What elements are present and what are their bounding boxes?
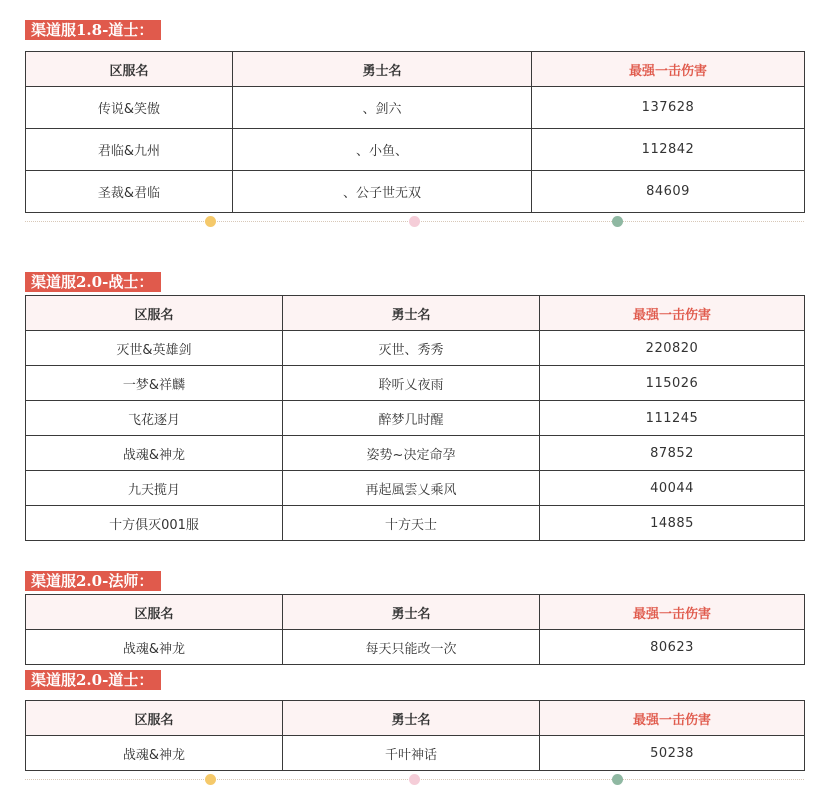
cell-server: 战魂&神龙 <box>26 436 283 471</box>
yellow-dot-icon <box>205 774 216 785</box>
pink-dot-icon <box>409 216 420 227</box>
table-row <box>26 436 805 471</box>
cell-damage: 80623 <box>540 630 805 665</box>
cell-server: 一梦&祥麟 <box>26 366 283 401</box>
cell-player: 灭世、秀秀 <box>283 331 540 366</box>
table-row <box>26 331 805 366</box>
green-dot-icon <box>612 216 623 227</box>
green-dot-icon <box>612 774 623 785</box>
cell-damage: 111245 <box>540 401 805 436</box>
header-server: 区服名 <box>26 52 233 87</box>
header-server: 区服名 <box>26 701 283 736</box>
ranking-table-3 <box>25 594 805 665</box>
table-row <box>26 171 805 213</box>
ranking-table-1 <box>25 51 805 213</box>
cell-player: 聆听乂夜雨 <box>283 366 540 401</box>
table-row <box>26 736 805 771</box>
section-title-4: 渠道服2.0-道士： <box>25 670 161 690</box>
cell-server: 君临&九州 <box>26 129 233 171</box>
header-server: 区服名 <box>26 595 283 630</box>
dot-divider <box>25 774 804 786</box>
cell-player: 千叶神话 <box>283 736 540 771</box>
table-row <box>26 366 805 401</box>
header-damage: 最强一击伤害 <box>540 595 805 630</box>
cell-player: 、公子世无双 <box>233 171 532 213</box>
cell-damage: 14885 <box>540 506 805 541</box>
cell-server: 灭世&英雄剑 <box>26 331 283 366</box>
yellow-dot-icon <box>205 216 216 227</box>
cell-damage: 220820 <box>540 331 805 366</box>
cell-server: 十方俱灭001服 <box>26 506 283 541</box>
pink-dot-icon <box>409 774 420 785</box>
cell-server: 传说&笑傲 <box>26 87 233 129</box>
header-damage: 最强一击伤害 <box>540 296 805 331</box>
header-damage: 最强一击伤害 <box>540 701 805 736</box>
cell-damage: 115026 <box>540 366 805 401</box>
cell-damage: 137628 <box>532 87 805 129</box>
cell-player: 十方天士 <box>283 506 540 541</box>
table-row <box>26 471 805 506</box>
cell-damage: 40044 <box>540 471 805 506</box>
header-player: 勇士名 <box>233 52 532 87</box>
header-player: 勇士名 <box>283 595 540 630</box>
table-header-row <box>26 296 805 331</box>
cell-damage: 84609 <box>532 171 805 213</box>
cell-player: 醉梦几时醒 <box>283 401 540 436</box>
table-row <box>26 87 805 129</box>
section-title-1: 渠道服1.8-道士： <box>25 20 161 40</box>
cell-player: 、小鱼、 <box>233 129 532 171</box>
cell-server: 九天揽月 <box>26 471 283 506</box>
ranking-table-4 <box>25 700 805 771</box>
cell-player: 再起風雲乂乘风 <box>283 471 540 506</box>
table-header-row <box>26 701 805 736</box>
cell-damage: 87852 <box>540 436 805 471</box>
cell-server: 战魂&神龙 <box>26 630 283 665</box>
cell-player: 每天只能改一次 <box>283 630 540 665</box>
header-player: 勇士名 <box>283 701 540 736</box>
cell-damage: 50238 <box>540 736 805 771</box>
ranking-table-2 <box>25 295 805 541</box>
section-title-3: 渠道服2.0-法师： <box>25 571 161 591</box>
header-server: 区服名 <box>26 296 283 331</box>
header-damage: 最强一击伤害 <box>532 52 805 87</box>
table-header-row <box>26 595 805 630</box>
table-row <box>26 129 805 171</box>
cell-player: 、剑六 <box>233 87 532 129</box>
cell-server: 圣裁&君临 <box>26 171 233 213</box>
table-row <box>26 506 805 541</box>
cell-damage: 112842 <box>532 129 805 171</box>
dot-divider <box>25 216 804 228</box>
table-row <box>26 401 805 436</box>
cell-player: 姿势~决定命孕 <box>283 436 540 471</box>
table-row <box>26 630 805 665</box>
header-player: 勇士名 <box>283 296 540 331</box>
cell-server: 飞花逐月 <box>26 401 283 436</box>
cell-server: 战魂&神龙 <box>26 736 283 771</box>
section-title-2: 渠道服2.0-战士： <box>25 272 161 292</box>
table-header-row <box>26 52 805 87</box>
